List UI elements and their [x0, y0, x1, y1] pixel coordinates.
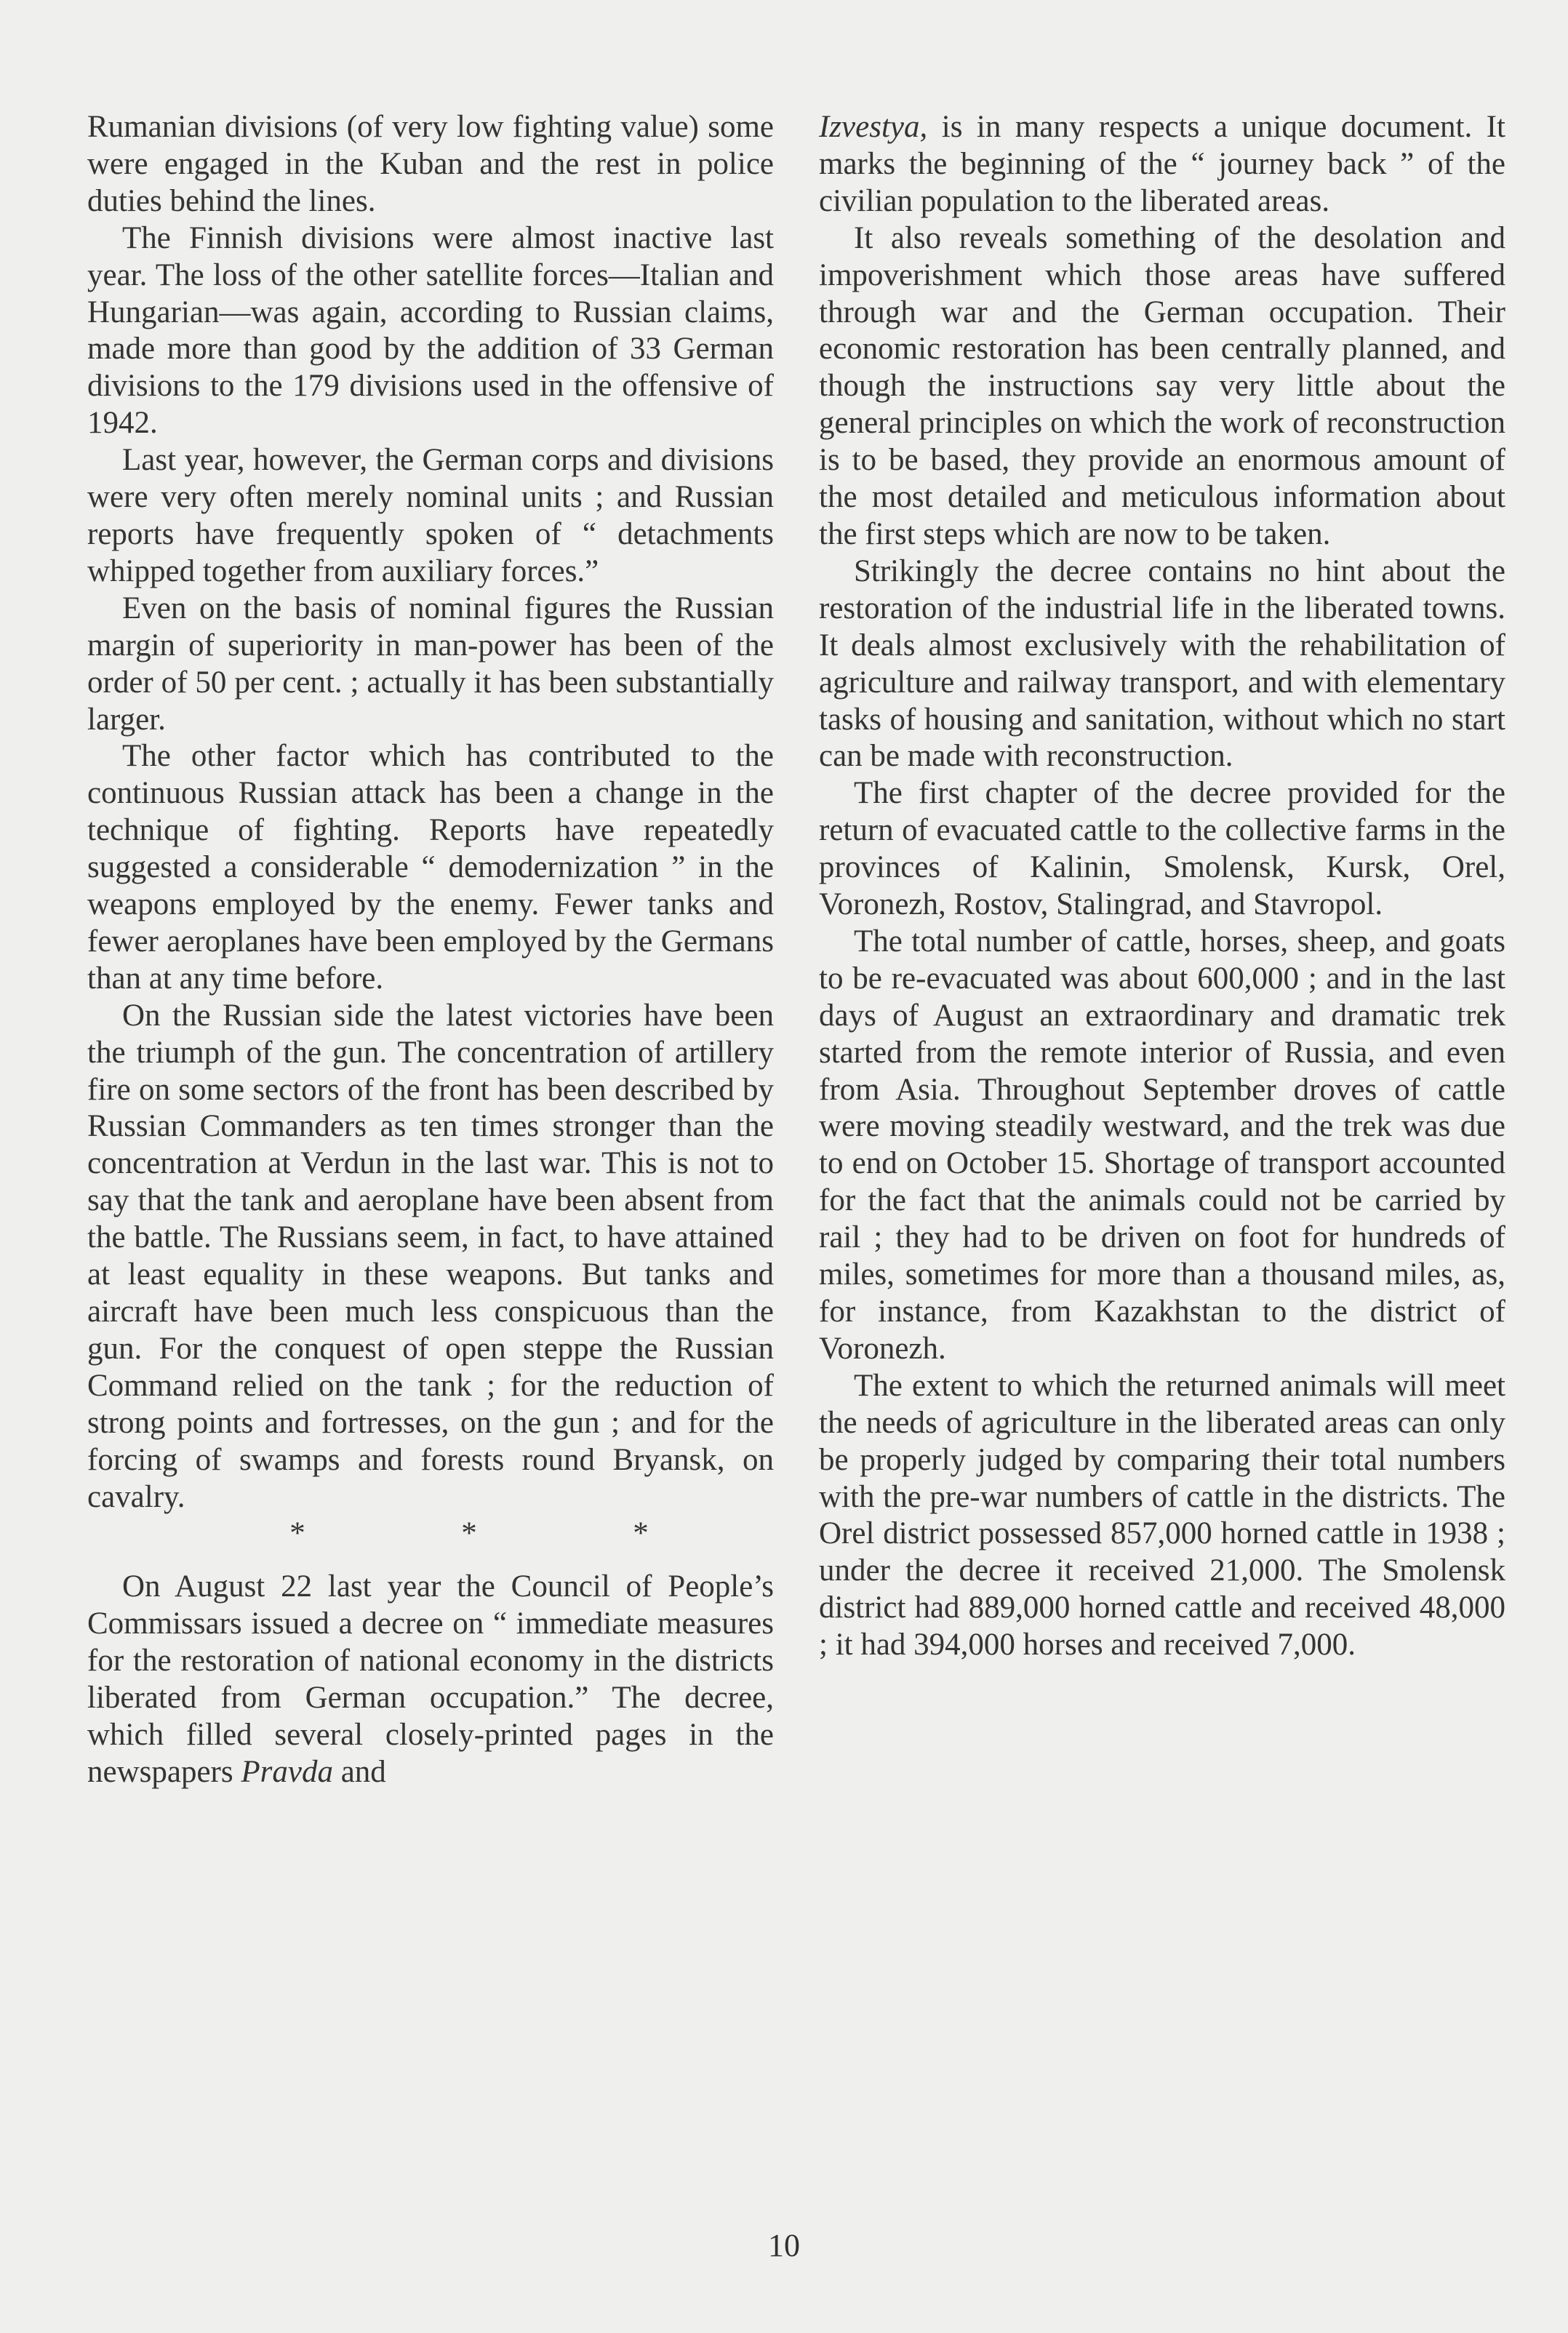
paragraph: Last year, however, the German corps and divisions were very often merely nominal units ; and Russian reports have frequently spoken of “ detachments whipped together from auxiliary forces.” — [87, 443, 774, 588]
asterisk: * — [289, 1516, 305, 1551]
paragraph: The extent to which the returned animals will meet the needs of agriculture in the liberated areas can only be properly judged by comparing their total numbers with the pre-war numbers of cattle in the districts. The Orel district possessed 857,000 horned cattle in 1938 ; under the decree it received 21,000. The Smolensk district had 889,000 horned cattle and received 48,000 ; it had 394,000 horses and received 7,000. — [819, 1368, 1505, 1662]
paragraph: The Finnish divisions were almost inactive last year. The loss of the other satellite forces—Italian and Hungarian—was again, according to Russian claims, made more than good by the addition of 33 German divisions to the 179 divisions used in the offensive of 1942. — [87, 220, 774, 441]
paragraph: Strikingly the decree contains no hint about the restoration of the industrial life in the liberated towns. It deals almost exclusively with the rehabilitation of agriculture and railway transport, and with elementary tasks of housing and sanitation, without which no start can be made with reconstruction. — [819, 553, 1505, 774]
newspaper-title: Pravda — [241, 1754, 333, 1789]
paragraph — [87, 1569, 774, 1790]
paragraph-text: On August 22 last year the Council of People’s Commissars issued a decree on “ immediate measures for the restoration of national economy in the districts liberated from German occupation.” The decree, which filled several closely-printed pages in the newspapers — [87, 1569, 774, 1789]
paragraph — [819, 109, 1505, 220]
asterisk: * — [633, 1516, 649, 1551]
left-text-column — [87, 109, 774, 1791]
paragraph: The other factor which has contributed to the continuous Russian attack has been a change in the technique of fighting. Reports have repeatedly suggested a considerable “ demodernization ” in the weapons employed by the enemy. Fewer tanks and fewer aeroplanes have been employed by the Germans than at any time before. — [87, 739, 774, 996]
newspaper-title: Izvestya, — [819, 110, 928, 144]
spacer — [87, 1553, 774, 1569]
paragraph: It also reveals something of the desolation and impoverishment which those areas have suffered through war and the German occupation. Their economic restoration has been centrally planned, and though the instructions say very little about the general principles on which the work of reconstruction is to be based, they provide an enormous amount of the most detailed and meticulous information about the first steps which are now to be taken. — [819, 220, 1505, 551]
paragraph-text: is in many respects a unique document. It marks the beginning of the “ journey back ” of the civilian population to the liberated areas. — [819, 110, 1506, 218]
section-separator — [87, 1516, 774, 1553]
right-text-column — [819, 109, 1505, 1664]
paragraph-text: and — [340, 1754, 386, 1789]
paragraph: Even on the basis of nominal figures the Russian margin of superiority in man-power has been of the order of 50 per cent. ; actually it has been substantially larger. — [87, 591, 774, 737]
asterisk: * — [461, 1516, 477, 1551]
paragraph: The first chapter of the decree provided for the return of evacuated cattle to the collective farms in the provinces of Kalinin, Smolensk, Kursk, Orel, Voronezh, Rostov, Stalingrad, and Stavropol. — [819, 776, 1505, 922]
paragraph: Rumanian divisions (of very low fighting value) some were engaged in the Kuban and the rest in police duties behind the lines. — [87, 110, 774, 218]
paragraph: On the Russian side the latest victories have been the triumph of the gun. The concentration of artillery fire on some sectors of the front has been described by Russian Commanders as ten times stronger than the concentration at Verdun in the last war. This is not to say that the tank and aeroplane have been absent from the battle. The Russians seem, in fact, to have attained at least equality in these weapons. But tanks and aircraft have been much less conspicuous than the gun. For the conquest of open steppe the Russian Command relied on the tank ; for the reduction of strong points and fortresses, on the gun ; and for the forcing of swamps and forests round Bryansk, on cavalry. — [87, 998, 774, 1514]
paragraph: The total number of cattle, horses, sheep, and goats to be re-evacuated was about 600,000 ; and in the last days of August an extraordinary and dramatic trek started from the remote interior of Russia, and even from Asia. Throughout September droves of cattle were moving steadily westward, and the trek was due to end on October 15. Shortage of transport accounted for the fact that the animals could not be carried by rail ; they had to be driven on foot for hundreds of miles, sometimes for more than a thousand miles, as, for instance, from Kazakhstan to the district of Voronezh. — [819, 924, 1505, 1366]
page-number: 10 — [768, 2228, 800, 2263]
